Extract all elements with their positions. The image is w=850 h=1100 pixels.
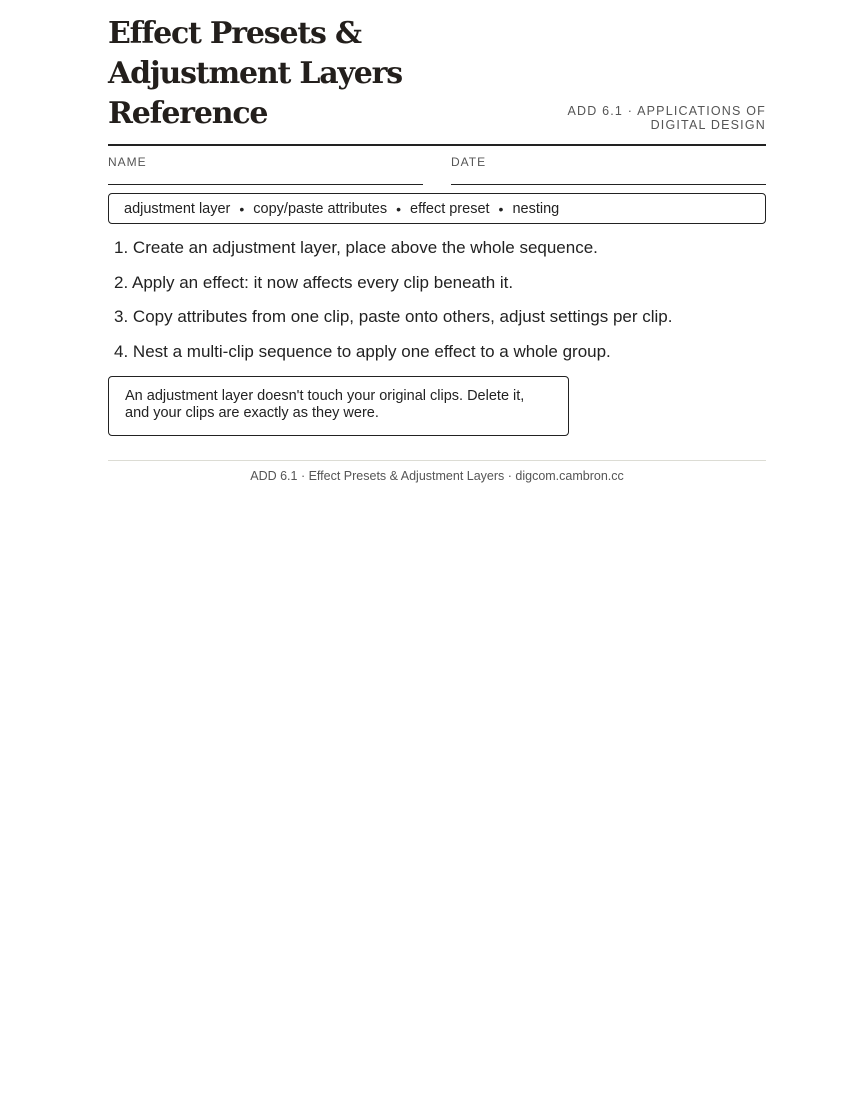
keyword-box <box>108 193 766 224</box>
step-item <box>108 273 766 293</box>
step-item <box>108 238 766 258</box>
step-number: 1. <box>114 238 129 257</box>
steps-list <box>108 238 766 362</box>
course-label <box>566 104 766 132</box>
keyword-separator: • <box>396 200 402 217</box>
step-number: 2. <box>114 272 129 292</box>
keyword: adjustment layer <box>124 200 231 217</box>
course-label-line-2: DIGITAL DESIGN <box>650 118 766 132</box>
step-text: Create an adjustment layer, place above the whole sequence. <box>132 238 598 257</box>
worksheet-header <box>108 14 766 146</box>
keyword-separator: • <box>239 200 245 217</box>
step-text: Copy attributes from one clip, paste onto others, adjust settings per clip. <box>132 307 673 326</box>
note-box: An adjustment layer doesn't touch your original clips. Delete it, and your clips are exactly as they were. <box>108 376 569 436</box>
name-field <box>108 155 423 185</box>
date-field-label: DATE <box>451 155 487 169</box>
date-field-line <box>451 169 766 185</box>
keyword-separator: • <box>498 200 504 217</box>
page-title <box>108 14 528 134</box>
step-text: Apply an effect: it now affects every clip beneath it. <box>131 272 514 292</box>
step-number: 3. <box>114 307 129 326</box>
student-fields <box>108 155 766 185</box>
page-title-line-2: Reference <box>108 96 268 131</box>
date-field <box>451 155 766 185</box>
page-title-line-1: Effect Presets & Adjustment Layers <box>108 16 402 91</box>
name-field-label: NAME <box>108 155 147 169</box>
page-footer: ADD 6.1 · Effect Presets & Adjustment Layers · digcom.cambron.cc <box>108 460 766 483</box>
keyword: effect preset <box>410 200 490 217</box>
step-item <box>108 307 766 327</box>
step-text: Nest a multi-clip sequence to apply one effect to a whole group. <box>132 341 611 361</box>
name-field-line <box>108 169 423 185</box>
course-label-line-1: ADD 6.1 · APPLICATIONS OF <box>567 104 766 118</box>
keyword: nesting <box>512 200 560 217</box>
keyword: copy/paste attributes <box>253 200 388 217</box>
step-number: 4. <box>114 341 129 361</box>
worksheet-page <box>108 0 766 483</box>
step-item <box>108 342 766 362</box>
